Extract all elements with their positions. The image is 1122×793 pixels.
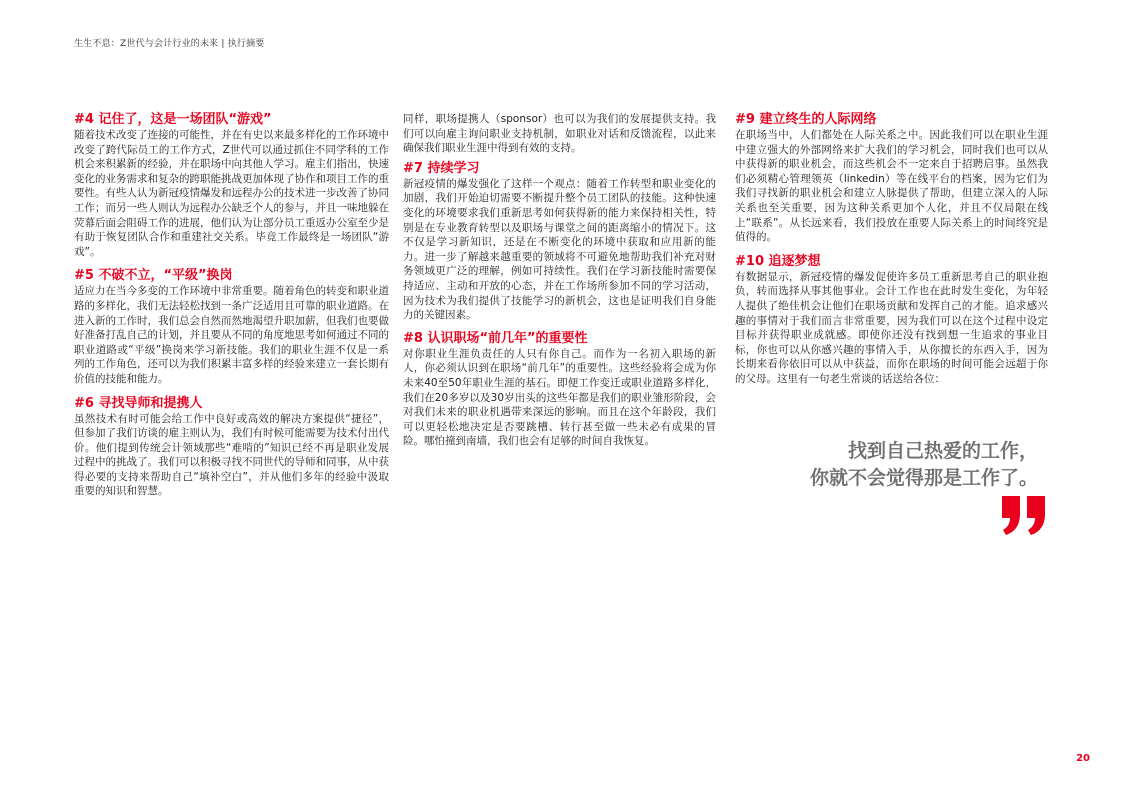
section-7 <box>403 161 716 323</box>
section-6 <box>74 396 389 500</box>
section-10 <box>735 254 1048 387</box>
section-8-body: 对你职业生涯负责任的人只有你自己。而作为一名初入职场的新人，你必须认识到在职场“前几年”的重要性。这些经验将会成为你未来40至50年职业生涯的基石。即便工作变迁或职业道路多样化，我们在20多岁以及30岁出头的这些年都是我们的职业雏形阶段，会对我们未来的职业机遇带来深远的影响。而且在这个年龄段，我们可以更轻松地决定是否要跳槽、转行甚至做一些未必有成果的冒险。哪怕撞到南墙，我们也会有足够的时间自我恢复。 <box>403 347 716 448</box>
section-9-heading: #9 建立终生的人际网络 <box>735 112 877 127</box>
section-10-body: 有数据显示，新冠疫情的爆发促使许多员工重新思考自己的职业抱负，转而选择从事其他事业。会计工作也在此时发生变化，为年轻人提供了绝佳机会让他们在职场贡献和发挥自己的才能。追求感兴趣的事情对于我们而言非常重要，因为我们可以在这个过程中设定目标并获得职业成就感。即使你还没有找到想一生追求的事业目标，你也可以从你感兴趣的事情入手，从你擅长的东西入手，因为长期来看你依旧可以从中获益，而你在职场的时间可能会远超于你的父母。这里有一句老生常谈的话送给各位： <box>735 270 1048 385</box>
column-left <box>74 112 389 507</box>
section-7-heading: #7 持续学习 <box>403 160 480 176</box>
column-right <box>735 112 1048 395</box>
section-5-heading: #5 不破不立，“平级”换岗 <box>74 268 233 284</box>
section-10-heading: #10 追逐梦想 <box>735 253 821 269</box>
closing-quote-icon <box>1000 494 1048 536</box>
section-5 <box>74 268 389 386</box>
section-8-heading: #8 认识职场“前几年”的重要性 <box>403 330 588 346</box>
section-4 <box>74 112 389 259</box>
pull-quote <box>750 438 1038 492</box>
section-4-heading: #4 记住了，这是一场团队“游戏” <box>74 112 272 127</box>
column-middle <box>403 112 716 457</box>
section-7-body: 新冠疫情的爆发强化了这样一个观点：随着工作转型和职业变化的加剧，我们开始迫切需要不断提升整个员工团队的技能。这种快速变化的环境要求我们重新思考如何获得新的能力来保持相关性，特别是在专业教育转型以及职场与课堂之间的距离缩小的情况下。这不仅是学习新知识，还是在不断变化的环境中获取和应用新的能力。进一步了解越来越重要的领域将不可避免地帮助我们补充对财务领域更广泛的理解，例如可持续性。我们在学习新技能时需要保持适应、主动和开放的心态，并在工作场所参加不同的学习活动，因为技术为我们提供了技能学习的新机会，这也是证明我们自身能力的关键因素。 <box>403 177 716 322</box>
section-9 <box>735 112 1048 245</box>
running-header: 生生不息：Z世代与会计行业的未来 | 执行摘要 <box>74 39 265 49</box>
section-5-body: 适应力在当今多变的工作环境中非常重要。随着角色的转变和职业道路的多样化，我们无法轻松找到一条广泛适用且可靠的职业道路。在进入新的工作时，我们总会自然而然地渴望升职加薪，但我们也要做好准备打乱自己的计划，并且要从不同的角度地思考如何通过不同的职业道路或“平级”换岗来学习新技能。我们的职业生涯不仅是一系列的工作角色，还可以为我们积累丰富多样的经验来建立一套长期有价值的技能和能力。 <box>74 285 389 385</box>
section-6-body: 虽然技术有时可能会给工作中良好或高效的解决方案提供“捷径”，但参加了我们访谈的雇主则认为，我们有时候可能需要为技术付出代价。他们提到传统会计领域那些“难啃的”知识已经不再是职业发展过程中的挑战了。我们可以积极寻找不同世代的导师和同事，从中获得必要的支持来帮助自己“填补空白”，并从他们多年的经验中汲取重要的知识和智慧。 <box>74 412 389 498</box>
pull-quote-line-2: 你就不会觉得那是工作了。 <box>809 467 1038 489</box>
section-6-heading: #6 寻找导师和提携人 <box>74 395 203 411</box>
section-9-body: 在职场当中，人们都处在人际关系之中。因此我们可以在职业生涯中建立强大的外部网络来扩大我们的学习机会，同时我们也可以从中获得新的职业机会，而这些机会不一定来自于招聘启事。虽然我们必须精心管理领英（linkedin）等在线平台的档案，因为它们为我们寻找新的职业机会和建立人脉提供了帮助，但建立深入的人际关系也至关重要，因为这种关系更加个人化，并且不仅局限在线上“联系”。从长远来看，我们投放在重要人际关系上的时间终究是值得的。 <box>735 129 1048 244</box>
page-number: 20 <box>1076 753 1090 764</box>
section-8 <box>403 331 716 449</box>
section-4-body: 随着技术改变了连接的可能性，并在有史以来最多样化的工作环境中改变了跨代际员工的工作方式，Z世代可以通过抓住不同学科的工作机会来积累新的经验，并在职场中向其他人学习。雇主们指出，快速变化的业务需求和复杂的跨职能挑战更加体现了协作和项目工作的重要性。有些人认为新冠疫情爆发和远程办公的技术进一步改善了协同工作；而另一些人则认为远程办公缺乏个人的参与，并且一味地躲在荧幕后面会阻碍工作的进展，他们认为让部分员工重返办公室至少是有助于恢复团队合作和重建社交关系。毕竟工作最终是一场团队“游戏”。 <box>74 129 389 258</box>
section-6-continuation: 同样，职场提携人（sponsor）也可以为我们的发展提供支持。我们可以向雇主询问职业支持机制，如职业对话和反馈流程，以此来确保我们职业生涯中得到有效的支持。 <box>403 113 716 155</box>
pull-quote-line-1: 找到自己热爱的工作， <box>847 440 1038 462</box>
